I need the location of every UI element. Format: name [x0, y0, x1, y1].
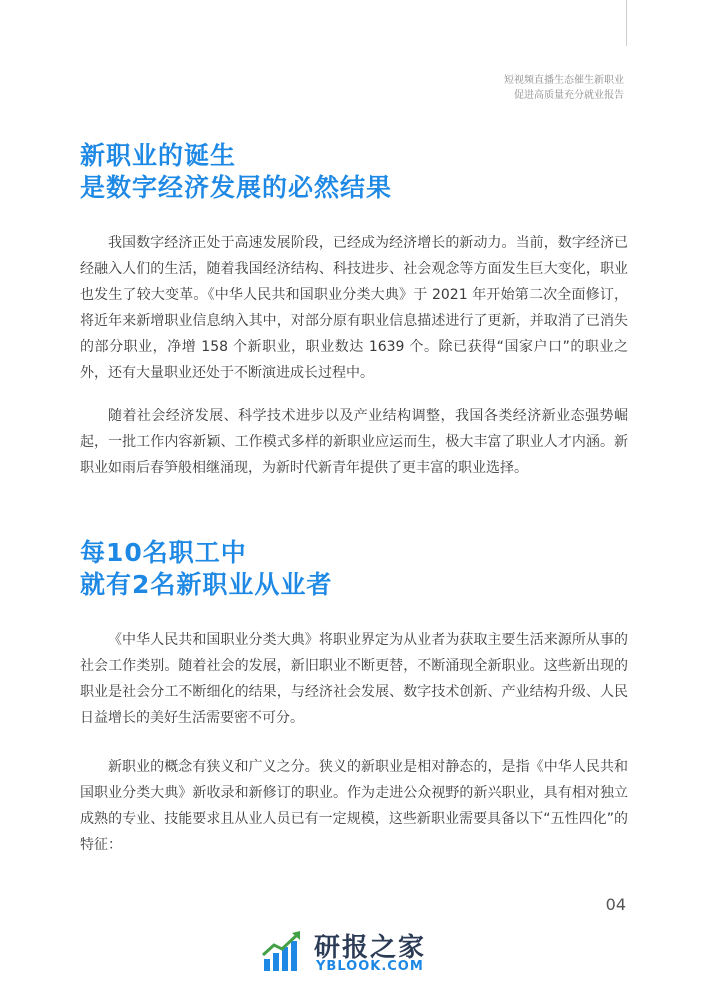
header-line-2: 促进高质量充分就业报告 [514, 90, 624, 101]
section-2-paragraph-1 [80, 627, 628, 731]
section-1-paragraph-2-text: 随着社会经济发展、科学技术进步以及产业结构调整，我国各类经济新业态强势崛起，一批工作内容新颖、工作模式多样的新职业应运而生，极大丰富了职业人才内涵。新职业如雨后春笋般相继涌现，为新时代新青年提供了更丰富的职业选择。 [80, 408, 628, 476]
section-2-title-line-2: 就有2名新职业从业者 [80, 570, 333, 599]
section-1-paragraph-1-text: 我国数字经济正处于高速发展阶段，已经成为经济增长的新动力。当前，数字经济已经融入人们的生活，随着我国经济结构、科技进步、社会观念等方面发生巨大变化，职业也发生了较大变革。《中华人民共和国职业分类大典》于 2021 年开始第二次全面修订，将近年来新增职业信息纳入其中，对部分原有职业信息描述进行了更新，并取消了已消失的部分职业，净增 158 个新职业，职业数达 1639 个。除已获得“国家户口”的职业之外，还有大量职业还处于不断演进成长过程中。 [80, 235, 628, 381]
header-divider-line [626, 0, 627, 46]
watermark-url: YBLOOK.COM [316, 959, 424, 974]
section-2-title-line-1: 每10名职工中 [80, 538, 247, 567]
section-1-title [80, 140, 392, 204]
section-1-title-line-2: 是数字经济发展的必然结果 [80, 173, 393, 202]
section-1-paragraph-1 [80, 230, 628, 386]
page-number: 04 [605, 895, 626, 914]
report-header [504, 73, 624, 103]
section-1-title-line-1: 新职业的诞生 [80, 141, 237, 170]
section-1-paragraph-2 [80, 403, 628, 481]
watermark-logo [260, 925, 460, 981]
header-line-1: 短视频直播生态催生新职业 [504, 75, 624, 86]
section-2-paragraph-1-text: 《中华人民共和国职业分类大典》将职业界定为从业者为获取主要生活来源所从事的社会工作类别。随着社会的发展，新旧职业不断更替，不断涌现全新职业。这些新出现的职业是社会分工不断细化的结果，与经济社会发展、数字技术创新、产业结构升级、人民日益增长的美好生活需要密不可分。 [80, 632, 628, 726]
section-2-paragraph-2-text: 新职业的概念有狭义和广义之分。狭义的新职业是相对静态的，是指《中华人民共和国职业分类大典》新收录和新修订的职业。作为走进公众视野的新兴职业，具有相对独立成熟的专业、技能要求且从业人员已有一定规模，这些新职业需要具备以下“五性四化”的特征： [80, 759, 628, 853]
section-2-paragraph-2 [80, 754, 628, 858]
bar-chart-growth-icon [260, 929, 306, 975]
section-2-title [80, 537, 332, 601]
watermark-name: 研报之家 [314, 933, 427, 963]
